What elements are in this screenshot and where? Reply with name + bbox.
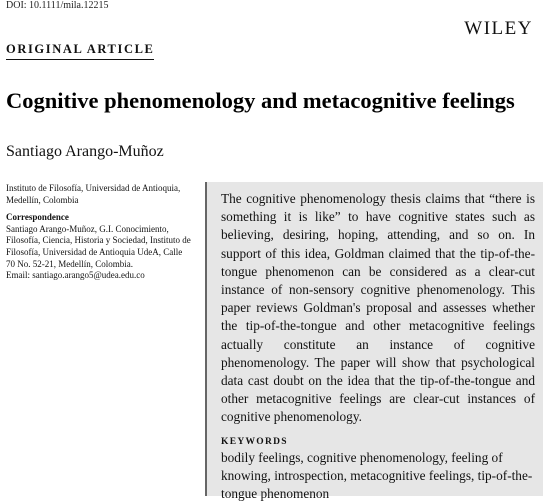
abstract-panel [205,182,543,502]
correspondence-heading: Correspondence [6,212,69,223]
correspondence-line: Filosofía, Universidad de Antioquia UdeA, Calle [6,246,183,257]
author-name: Santiago Arango-Muñoz [6,143,164,160]
abstract-text: The cognitive phenomenology thesis claims that “there is something it is like” to have cognitive states such as believing, desiring, hoping, attending, and so on. In support of this idea, Goldman claimed that the tip-of-the-tongue phenomenon can be considered as a clear-cut instance of non-sensory cognitive phenomenology. This paper reviews Goldman's proposal and assesses whether the tip-of-the-tongue and other metacognitive feelings actually constitute an instance of cognitive phenomenology. The paper will show that psychological data cast doubt on the idea that the tip-of-the-tongue and other metacognitive feelings are clear-cut instances of cognitive phenomenology. [221,191,535,425]
author-info-column [6,183,198,282]
keywords-list: bodily feelings, cognitive phenomenology, feeling of knowing, introspection, metacognitive feelings, tip-of-the-tongue phenomenon [221,449,533,502]
affiliation: Instituto de Filosofía, Universidad de Antioquia, Medellín, Colombia [6,183,181,205]
publisher-logo: WILEY [464,18,533,39]
section-label: ORIGINAL ARTICLE [6,42,154,60]
article-title: Cognitive phenomenology and metacognitive feelings [6,88,515,113]
correspondence-details [6,224,198,282]
keywords-heading: KEYWORDS [221,436,288,447]
correspondence-line: Santiago Arango-Muñoz, G.I. Conocimiento, [6,223,169,234]
correspondence-email: Email: santiago.arango5@udea.edu.co [6,270,145,281]
correspondence-line: 70 No. 52-21, Medellín, Colombia. [6,258,133,269]
correspondence-line: Filosofía, Ciencia, Historia y Sociedad, Instituto de [6,235,191,246]
doi-line: DOI: 10.1111/mila.12215 [6,0,109,11]
